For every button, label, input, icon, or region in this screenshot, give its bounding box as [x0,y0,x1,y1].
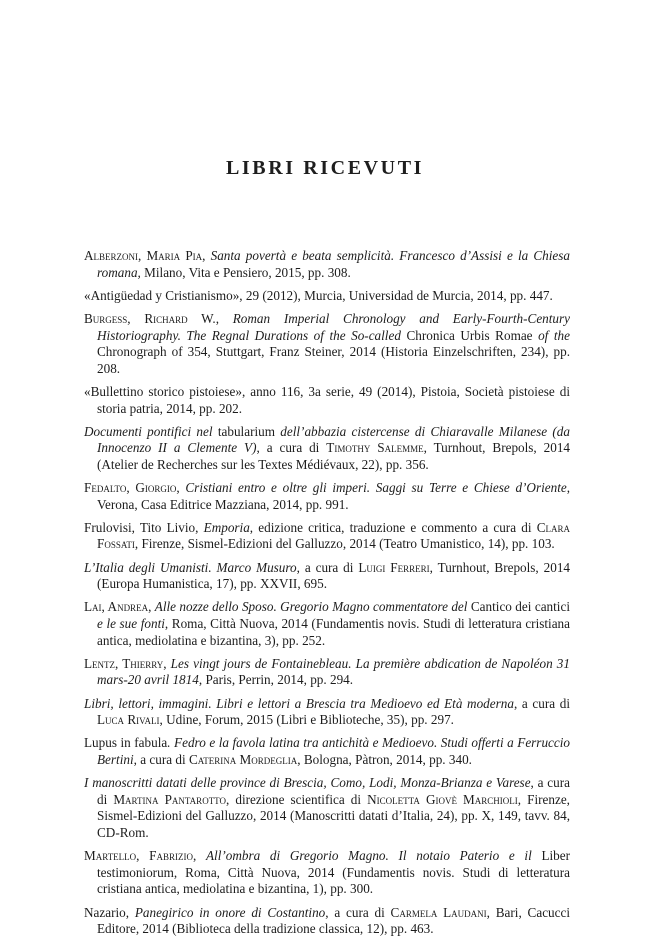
entry-text: tabularium [212,423,281,439]
author-name: Carmela Laudani [390,904,487,920]
bibliography-entry [84,560,570,593]
author-name: Timothy Salemme [326,440,424,456]
author-name: Nicoletta Giovè Marchioli [367,791,518,807]
bibliography-entry [84,424,570,474]
author-name: Luca Rivali [97,712,160,728]
title-text: . Fedro e la favola latina tra antichità e Medioevo. Studi offerti a Ferruccio Bertini [97,735,570,767]
entry-text: , direzione scientifica di [226,791,368,807]
author-name: Fedalto, Giorgio [84,480,177,496]
entry-text: Frulovisi, Tito Livio, [84,519,204,535]
entry-text: Nazario, [84,904,135,920]
author-name: Caterina Mordeglia [188,751,298,767]
entry-text: , a cura di [513,695,570,711]
entry-text: , [163,655,171,671]
entry-text: , [193,848,206,864]
author-name: Lentz, Thierry [84,655,164,671]
title-text: Panegirico in onore di Costantino [134,904,326,920]
entry-text: W., [187,310,233,326]
entry-text: Liber testimoniorum, Roma, Città Nuova, 2014 (Fundamentis novis. Studi di letteratura cristiana antica, mediolatina e bizantina, 1), pp. 300. [97,848,571,897]
title-text: All’ombra di Gregorio Magno. Il notaio Paterio e il [206,848,532,864]
entry-text: , a cura di [97,775,570,807]
author-name: Martello, Fabrizio [84,848,193,864]
entry-text: , Udine, Forum, 2015 (Libri e Biblioteche, 35), pp. 297. [159,712,454,728]
title-text: L’Italia degli Umanisti. Marco Musuro [84,559,297,575]
entry-text: «Antigüedad y Cristianismo», 29 (2012), Murcia, Universidad de Murcia, 2014, pp. 447. [84,287,553,303]
bibliography-list [84,248,570,944]
entry-text: , Bologna, Pàtron, 2014, pp. 340. [297,751,472,767]
title-text: Roman Imperial Chronology and Early-Fourth-Century Historiography. The Regnal Durations of the So-called [97,310,571,343]
bibliography-entry [84,480,570,513]
title-text: Santa povertà e beata semplicità. Francesco d’Assisi e la Chiesa romana, [97,248,570,280]
entry-text: «Bullettino storico pistoiese», anno 116, 3a serie, 49 (2014), Pistoia, Società pistoiese di storia patria, 2014, pp. 202. [84,383,570,416]
author-name: Luigi Ferreri [358,559,430,575]
entry-text: , Roma, Città Nuova, 2014 (Fundamentis novis. Studi di letteratura cristiana antica, mediolatina e bizantina, 3), pp. 252. [97,616,570,648]
entry-text: , Firenze, Sismel-Edizioni del Galluzzo, 2014 (Manoscritti datati d’Italia, 24), pp. X, 149, tavv. 84, CD-Rom. [97,791,570,840]
entry-text: , Paris, Perrin, 2014, pp. 294. [198,672,354,688]
bibliography-entry [84,696,570,729]
title-text: of the [538,327,570,343]
bibliography-entry [84,905,570,938]
bibliography-entry [84,384,570,417]
title-text: Libri, lettori, immagini. Libri e lettori a Brescia tra Medioevo ed Età moderna [84,695,514,711]
title-text: Les vingt jours de Fontainebleau. La première abdication de Napoléon 31 mars-20 avril 1814 [97,655,570,688]
page-title: LIBRI RICEVUTI [225,157,425,179]
title-text: I manoscritti datati delle province di Brescia, Como, Lodi, Monza-Brianza e Varese [84,775,531,791]
entry-text: , Bari, Cacucci Editore, 2014 (Biblioteca della tradizione classica, 12), pp. 463. [97,904,571,937]
bibliography-entry [84,656,570,689]
entry-text: Chronica Urbis Romae [400,327,539,343]
bibliography-entry [84,288,570,305]
title-text: Emporia [203,519,250,535]
entry-text: , Firenze, Sismel-Edizioni del Galluzzo, 2014 (Teatro Umanistico, 14), pp. 103. [134,536,555,552]
entry-text: , a cura di [256,440,327,456]
title-text: Cristiani entro e oltre gli imperi. Saggi su Terre e Chiese d’Oriente [185,480,567,496]
entry-text: , Turnhout, Brepols, 2014 (Europa Humanistica, 17), pp. XXVII, 695. [97,559,571,592]
title-text: dell’abbazia cistercense di Chiaravalle Milanese (da Innocenzo II a Clemente V) [97,423,570,456]
entry-text: , edizione critica, traduzione e commento a cura di [249,519,537,535]
entry-text: , [202,248,211,263]
title-text: Alle nozze dello Sposo. Gregorio Magno commentatore del [154,599,468,615]
entry-text: , a cura di [296,559,359,575]
entry-text: , Verona, Casa Editrice Mazziana, 2014, pp. 991. [97,480,571,512]
entry-text: Lupus in fabula [84,735,168,751]
entry-text: Chronograph of 354, Stuttgart, Franz Steiner, 2014 (Historia Einzelschriften, 234), pp. 208. [97,344,570,376]
bibliography-entry [84,311,570,377]
author-name: Burgess, Richard [84,310,188,326]
title-text: Documenti pontifici nel [84,423,213,439]
entry-text: Milano, Vita e Pensiero, 2015, pp. 308. [140,264,351,280]
author-name: Martina Pantarotto [113,791,227,807]
entry-text: , a cura di [325,904,391,920]
bibliography-entry [84,248,570,281]
entry-text: , [148,599,155,615]
title-text: e le sue fonti [97,616,165,632]
bibliography-entry [84,735,570,768]
entry-text: , a cura di [133,751,189,767]
author-name: Lai, Andrea [84,599,149,615]
author-name: Alberzoni, Maria Pia [84,248,203,263]
bibliography-entry [84,848,570,898]
bibliography-entry [84,520,570,553]
entry-text: , [176,480,186,496]
bibliography-entry [84,599,570,649]
author-name: Clara Fossati [97,519,570,552]
entry-text: , Turnhout, Brepols, 2014 (Atelier de Recherches sur les Textes Médiévaux, 22), pp. 356. [97,440,571,472]
bibliography-entry [84,775,570,841]
entry-text: Cantico dei cantici [467,599,570,615]
